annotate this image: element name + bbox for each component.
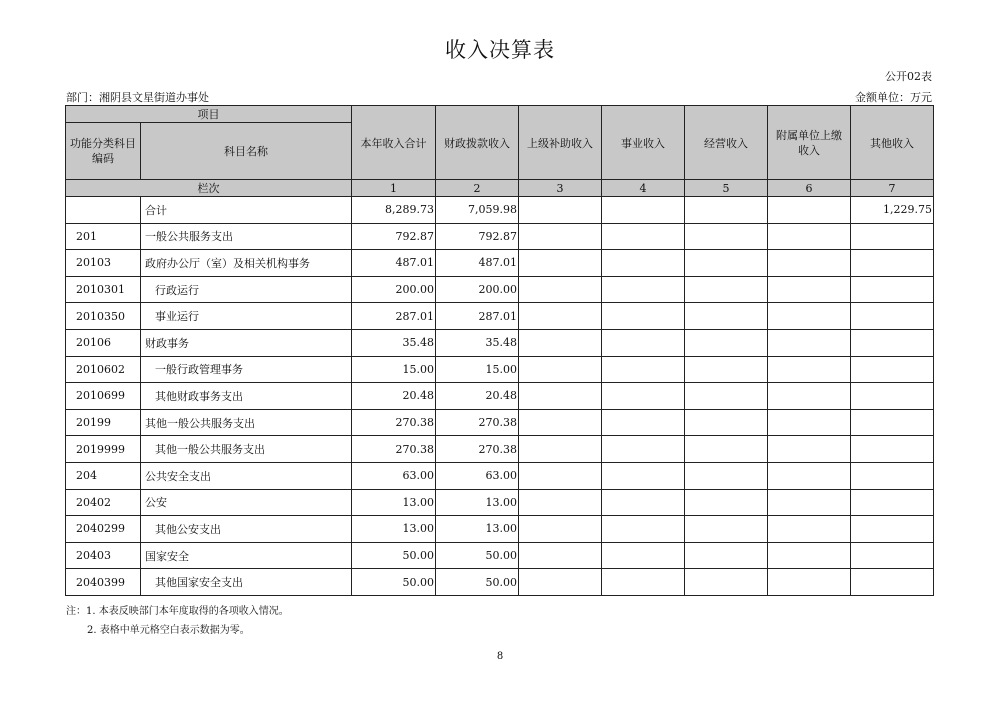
row-value-col-3 xyxy=(519,462,602,489)
row-value-col-1: 792.87 xyxy=(352,223,436,250)
row-value-col-1: 50.00 xyxy=(352,542,436,569)
row-code: 2019999 xyxy=(66,436,141,463)
row-name: 合计 xyxy=(141,197,352,224)
row-value-col-1: 50.00 xyxy=(352,569,436,596)
row-code: 20106 xyxy=(66,329,141,356)
row-value-col-1: 13.00 xyxy=(352,516,436,543)
row-name: 其他公安支出 xyxy=(141,516,352,543)
row-value-col-2: 7,059.98 xyxy=(436,197,519,224)
table-row xyxy=(66,436,934,463)
row-value-col-7 xyxy=(851,356,934,383)
row-value-col-6 xyxy=(768,383,851,410)
row-value-col-7 xyxy=(851,489,934,516)
row-value-col-1: 270.38 xyxy=(352,409,436,436)
table-row xyxy=(66,409,934,436)
row-name: 其他国家安全支出 xyxy=(141,569,352,596)
row-value-col-2: 13.00 xyxy=(436,489,519,516)
row-name: 其他财政事务支出 xyxy=(141,383,352,410)
row-value-col-2: 487.01 xyxy=(436,250,519,277)
row-value-col-2: 50.00 xyxy=(436,542,519,569)
row-value-col-4 xyxy=(602,276,685,303)
header-col-1: 本年收入合计 xyxy=(352,106,436,180)
table-row xyxy=(66,223,934,250)
note-2: 2. 表格中单元格空白表示数据为零。 xyxy=(87,625,250,636)
row-code: 20199 xyxy=(66,409,141,436)
header-project: 项目 xyxy=(66,106,352,123)
form-number: 公开02表 xyxy=(885,70,932,83)
row-value-col-5 xyxy=(685,516,768,543)
row-value-col-7 xyxy=(851,329,934,356)
row-value-col-1: 287.01 xyxy=(352,303,436,330)
row-value-col-5 xyxy=(685,542,768,569)
row-name: 行政运行 xyxy=(141,276,352,303)
row-value-col-2: 63.00 xyxy=(436,462,519,489)
row-code: 2010699 xyxy=(66,383,141,410)
table-row xyxy=(66,276,934,303)
row-value-col-5 xyxy=(685,569,768,596)
row-code: 2040399 xyxy=(66,569,141,596)
row-value-col-6 xyxy=(768,223,851,250)
row-name: 国家安全 xyxy=(141,542,352,569)
row-value-col-1: 63.00 xyxy=(352,462,436,489)
row-value-col-3 xyxy=(519,383,602,410)
row-value-col-4 xyxy=(602,489,685,516)
table-row xyxy=(66,250,934,277)
header-code: 功能分类科目编码 xyxy=(66,123,141,180)
income-table xyxy=(65,105,934,596)
row-code: 20103 xyxy=(66,250,141,277)
row-value-col-2: 200.00 xyxy=(436,276,519,303)
row-code xyxy=(66,197,141,224)
row-code: 204 xyxy=(66,462,141,489)
row-value-col-4 xyxy=(602,436,685,463)
row-value-col-7 xyxy=(851,516,934,543)
row-value-col-3 xyxy=(519,197,602,224)
row-value-col-5 xyxy=(685,356,768,383)
row-name: 公安 xyxy=(141,489,352,516)
row-value-col-2: 35.48 xyxy=(436,329,519,356)
row-value-col-3 xyxy=(519,409,602,436)
row-value-col-7 xyxy=(851,542,934,569)
row-name: 公共安全支出 xyxy=(141,462,352,489)
row-name: 其他一般公共服务支出 xyxy=(141,409,352,436)
header-index-5: 5 xyxy=(685,180,768,197)
row-value-col-5 xyxy=(685,436,768,463)
row-name: 政府办公厅（室）及相关机构事务 xyxy=(141,250,352,277)
table-row xyxy=(66,462,934,489)
row-value-col-4 xyxy=(602,542,685,569)
row-code: 20402 xyxy=(66,489,141,516)
row-name: 一般行政管理事务 xyxy=(141,356,352,383)
page-number: 8 xyxy=(496,651,504,662)
row-value-col-6 xyxy=(768,356,851,383)
table-row xyxy=(66,516,934,543)
department-label: 部门：湘阴县文星街道办事处 xyxy=(66,91,209,104)
row-value-col-6 xyxy=(768,329,851,356)
row-value-col-5 xyxy=(685,409,768,436)
row-value-col-3 xyxy=(519,250,602,277)
row-value-col-4 xyxy=(602,516,685,543)
header-col-6: 附属单位上缴收入 xyxy=(768,106,851,180)
row-value-col-4 xyxy=(602,303,685,330)
row-value-col-6 xyxy=(768,462,851,489)
row-value-col-5 xyxy=(685,462,768,489)
note-1: 注：1. 本表反映部门本年度取得的各项收入情况。 xyxy=(66,606,289,617)
row-value-col-7 xyxy=(851,383,934,410)
row-value-col-5 xyxy=(685,223,768,250)
row-value-col-6 xyxy=(768,569,851,596)
row-value-col-7 xyxy=(851,569,934,596)
header-col-5: 经营收入 xyxy=(685,106,768,180)
row-value-col-4 xyxy=(602,462,685,489)
row-code: 20403 xyxy=(66,542,141,569)
table-row xyxy=(66,329,934,356)
row-code: 2010350 xyxy=(66,303,141,330)
table-row xyxy=(66,383,934,410)
row-value-col-1: 35.48 xyxy=(352,329,436,356)
row-value-col-1: 15.00 xyxy=(352,356,436,383)
row-value-col-7 xyxy=(851,436,934,463)
row-value-col-7: 1,229.75 xyxy=(851,197,934,224)
row-value-col-5 xyxy=(685,383,768,410)
row-value-col-7 xyxy=(851,303,934,330)
row-value-col-5 xyxy=(685,329,768,356)
row-value-col-6 xyxy=(768,409,851,436)
row-value-col-6 xyxy=(768,303,851,330)
row-value-col-6 xyxy=(768,489,851,516)
amount-unit-label: 金额单位：万元 xyxy=(855,91,932,104)
header-index-label: 栏次 xyxy=(66,180,352,197)
row-value-col-3 xyxy=(519,542,602,569)
row-value-col-5 xyxy=(685,197,768,224)
row-code: 2010602 xyxy=(66,356,141,383)
header-index-3: 3 xyxy=(519,180,602,197)
header-index-4: 4 xyxy=(602,180,685,197)
row-value-col-4 xyxy=(602,409,685,436)
header-col-3: 上级补助收入 xyxy=(519,106,602,180)
row-code: 201 xyxy=(66,223,141,250)
row-name: 其他一般公共服务支出 xyxy=(141,436,352,463)
row-name: 财政事务 xyxy=(141,329,352,356)
row-value-col-1: 20.48 xyxy=(352,383,436,410)
row-value-col-6 xyxy=(768,542,851,569)
row-value-col-7 xyxy=(851,462,934,489)
table-body xyxy=(66,197,934,596)
row-value-col-1: 13.00 xyxy=(352,489,436,516)
table-row xyxy=(66,569,934,596)
header-index-6: 6 xyxy=(768,180,851,197)
header-col-4: 事业收入 xyxy=(602,106,685,180)
row-code: 2040299 xyxy=(66,516,141,543)
row-value-col-2: 15.00 xyxy=(436,356,519,383)
row-value-col-6 xyxy=(768,516,851,543)
row-value-col-3 xyxy=(519,569,602,596)
row-value-col-2: 270.38 xyxy=(436,436,519,463)
row-value-col-4 xyxy=(602,569,685,596)
row-value-col-2: 50.00 xyxy=(436,569,519,596)
row-value-col-1: 270.38 xyxy=(352,436,436,463)
row-value-col-7 xyxy=(851,223,934,250)
row-value-col-3 xyxy=(519,223,602,250)
row-value-col-2: 270.38 xyxy=(436,409,519,436)
table-row xyxy=(66,197,934,224)
row-value-col-3 xyxy=(519,329,602,356)
row-value-col-6 xyxy=(768,250,851,277)
row-name: 一般公共服务支出 xyxy=(141,223,352,250)
header-name: 科目名称 xyxy=(141,123,352,180)
page-title: 收入决算表 xyxy=(445,38,555,62)
row-value-col-2: 792.87 xyxy=(436,223,519,250)
row-value-col-4 xyxy=(602,197,685,224)
row-value-col-5 xyxy=(685,250,768,277)
row-value-col-2: 20.48 xyxy=(436,383,519,410)
row-value-col-1: 8,289.73 xyxy=(352,197,436,224)
table-row xyxy=(66,489,934,516)
row-value-col-5 xyxy=(685,489,768,516)
table-row xyxy=(66,303,934,330)
row-value-col-3 xyxy=(519,436,602,463)
row-value-col-5 xyxy=(685,303,768,330)
row-value-col-7 xyxy=(851,409,934,436)
row-value-col-3 xyxy=(519,303,602,330)
row-value-col-3 xyxy=(519,489,602,516)
row-value-col-6 xyxy=(768,197,851,224)
row-value-col-2: 287.01 xyxy=(436,303,519,330)
notes xyxy=(66,602,289,640)
row-value-col-6 xyxy=(768,276,851,303)
row-value-col-4 xyxy=(602,329,685,356)
header-index-2: 2 xyxy=(436,180,519,197)
row-value-col-4 xyxy=(602,223,685,250)
row-value-col-7 xyxy=(851,250,934,277)
row-value-col-4 xyxy=(602,250,685,277)
row-code: 2010301 xyxy=(66,276,141,303)
table-row xyxy=(66,542,934,569)
row-value-col-4 xyxy=(602,356,685,383)
table-row xyxy=(66,356,934,383)
row-value-col-4 xyxy=(602,383,685,410)
row-name: 事业运行 xyxy=(141,303,352,330)
row-value-col-5 xyxy=(685,276,768,303)
header-index-1: 1 xyxy=(352,180,436,197)
header-col-7: 其他收入 xyxy=(851,106,934,180)
row-value-col-2: 13.00 xyxy=(436,516,519,543)
header-col-2: 财政拨款收入 xyxy=(436,106,519,180)
row-value-col-3 xyxy=(519,516,602,543)
row-value-col-3 xyxy=(519,356,602,383)
row-value-col-1: 200.00 xyxy=(352,276,436,303)
row-value-col-6 xyxy=(768,436,851,463)
row-value-col-7 xyxy=(851,276,934,303)
row-value-col-1: 487.01 xyxy=(352,250,436,277)
row-value-col-3 xyxy=(519,276,602,303)
header-index-7: 7 xyxy=(851,180,934,197)
